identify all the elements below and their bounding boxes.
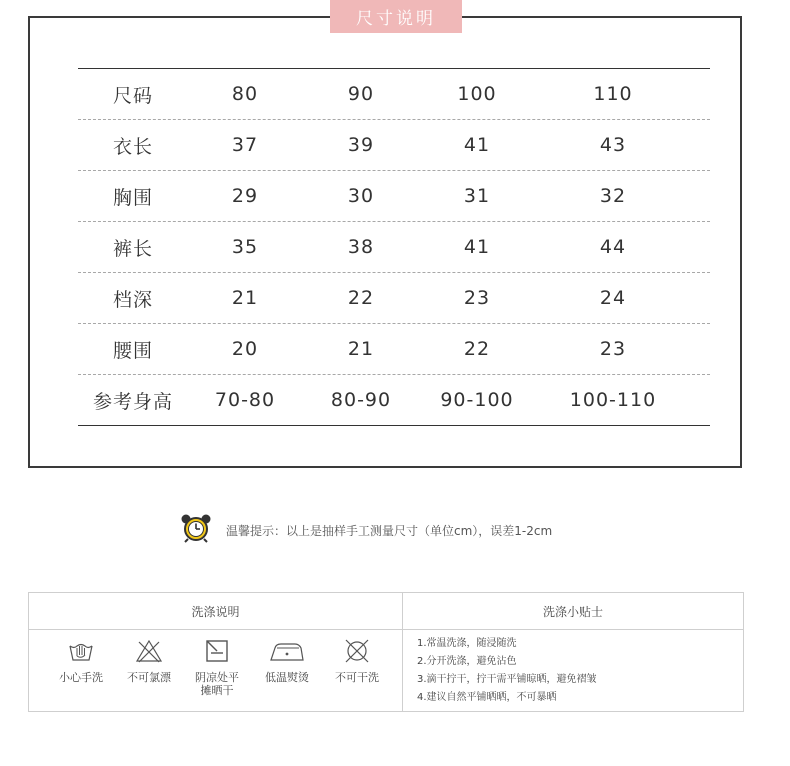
table-cell: 22 (347, 287, 375, 309)
table-cell: 32 (599, 185, 627, 207)
table-cell: 档深 (112, 288, 153, 311)
table-cell: 31 (463, 185, 491, 207)
table-cell: 30 (347, 185, 375, 207)
table-cell: 80-90 (330, 389, 392, 411)
divider (402, 629, 403, 711)
table-row (78, 222, 710, 273)
table-row (78, 324, 710, 375)
list-item: 4.建议自然平铺晒晒，不可暴晒 (417, 692, 557, 703)
no-bleach-icon (117, 639, 181, 663)
care-symbol-label: 不可氯漂 (127, 671, 171, 684)
table-row (78, 120, 710, 171)
no-dry-clean-icon (325, 639, 389, 663)
dry-flat-shade-icon (185, 639, 249, 663)
table-cell: 胸围 (112, 186, 153, 209)
care-symbol-label (185, 671, 249, 697)
table-cell: 29 (231, 185, 259, 207)
table-cell: 裤长 (112, 237, 153, 260)
table-cell: 100-110 (569, 389, 657, 411)
table-cell: 23 (463, 287, 491, 309)
table-cell: 24 (599, 287, 627, 309)
wash-tips-list (417, 635, 737, 707)
table-cell: 20 (231, 338, 259, 360)
alarm-clock-icon (180, 513, 212, 547)
wash-instructions-header: 洗涤说明 (29, 593, 403, 630)
care-symbol-label-line: 摊晒干 (200, 684, 234, 697)
table-cell: 21 (231, 287, 259, 309)
table-cell: 35 (231, 236, 259, 258)
size-chart-title: 尺寸说明 (330, 0, 462, 33)
care-symbols (49, 639, 399, 709)
list-item: 2.分开洗涤，避免沾色 (417, 656, 517, 667)
table-row (78, 375, 710, 425)
table-cell: 尺码 (112, 84, 153, 107)
table-cell: 80 (231, 83, 259, 105)
wash-tips-header: 洗涤小贴士 (403, 593, 743, 630)
table-cell: 110 (593, 83, 633, 105)
care-symbol-label: 不可干洗 (335, 671, 379, 684)
care-symbol-label: 小心手洗 (59, 671, 103, 684)
care-symbol (325, 639, 389, 684)
size-table (78, 68, 710, 426)
table-cell: 100 (457, 83, 497, 105)
measurement-tip (180, 512, 552, 548)
hand-wash-icon (49, 639, 113, 663)
table-row (78, 69, 710, 120)
table-cell: 22 (463, 338, 491, 360)
table-cell: 21 (347, 338, 375, 360)
care-symbol (117, 639, 181, 684)
care-symbol (49, 639, 113, 684)
low-iron-icon (255, 639, 319, 663)
table-cell: 39 (347, 134, 375, 156)
table-cell: 腰围 (112, 339, 153, 362)
table-cell: 43 (599, 134, 627, 156)
table-cell: 90 (347, 83, 375, 105)
table-cell: 衣长 (112, 135, 153, 158)
table-row (78, 273, 710, 324)
table-cell: 90-100 (440, 389, 514, 411)
list-item: 3.滴干拧干，拧干需平铺晾晒，避免褶皱 (417, 674, 597, 685)
care-symbol (185, 639, 249, 697)
care-symbol-label: 低温熨烫 (265, 671, 309, 684)
care-symbol (255, 639, 319, 684)
table-cell: 38 (347, 236, 375, 258)
table-cell: 70-80 (214, 389, 276, 411)
table-cell: 37 (231, 134, 259, 156)
care-instructions-box (28, 592, 744, 712)
list-item: 1.常温洗涤，随浸随洗 (417, 638, 517, 649)
tip-text: 温馨提示：以上是抽样手工测量尺寸（单位cm），误差1-2cm (226, 523, 553, 538)
table-cell: 41 (463, 134, 491, 156)
table-cell: 参考身高 (92, 390, 173, 413)
table-cell: 23 (599, 338, 627, 360)
table-row (78, 171, 710, 222)
table-cell: 41 (463, 236, 491, 258)
table-cell: 44 (599, 236, 627, 258)
care-symbol-label-line: 阴凉处平 (195, 671, 239, 684)
